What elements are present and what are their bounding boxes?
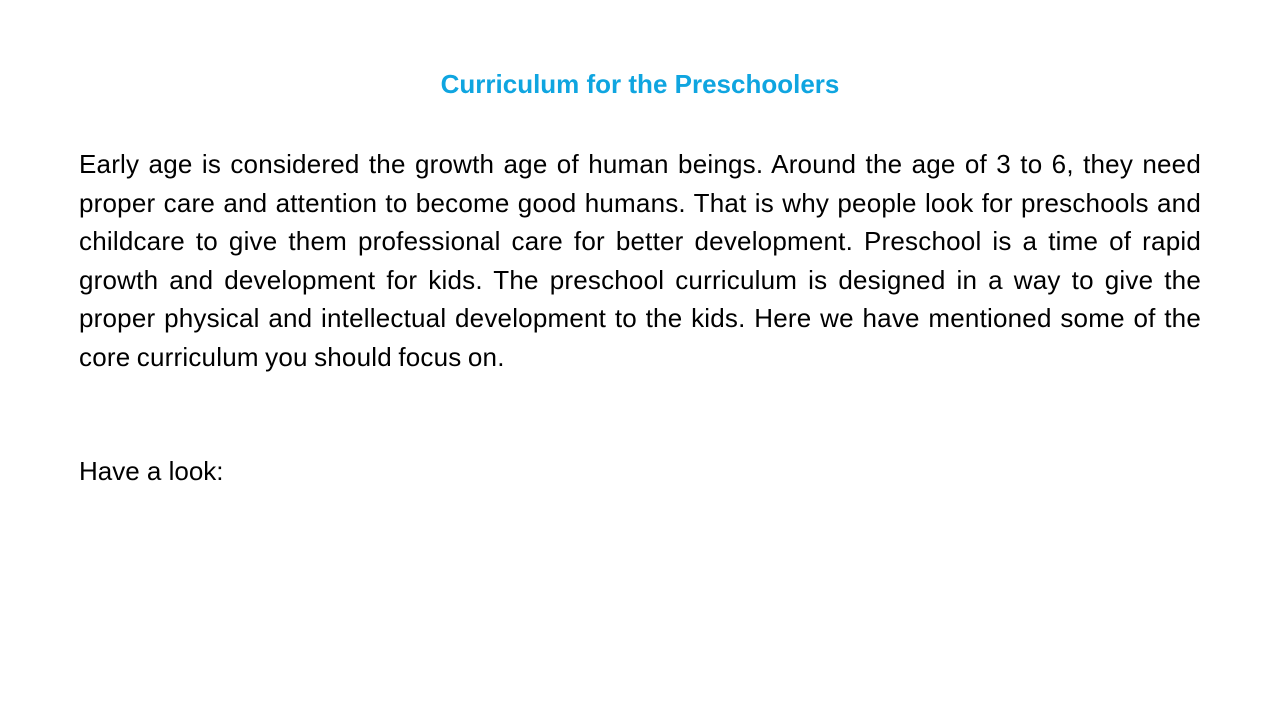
body-paragraph: Early age is considered the growth age of human beings. Around the age of 3 to 6, they need proper care and attention to become good humans. That is why people look for preschools and childcare to give them professional care for better development. Preschool is a time of rapid growth and development for kids. The preschool curriculum is designed in a way to give the proper physical and intellectual development to the kids. Here we have mentioned some of the core curriculum you should focus on. [79,149,1201,372]
slide-title: Curriculum for the Preschoolers [440,69,840,99]
closing-line: Have a look: [79,456,224,486]
